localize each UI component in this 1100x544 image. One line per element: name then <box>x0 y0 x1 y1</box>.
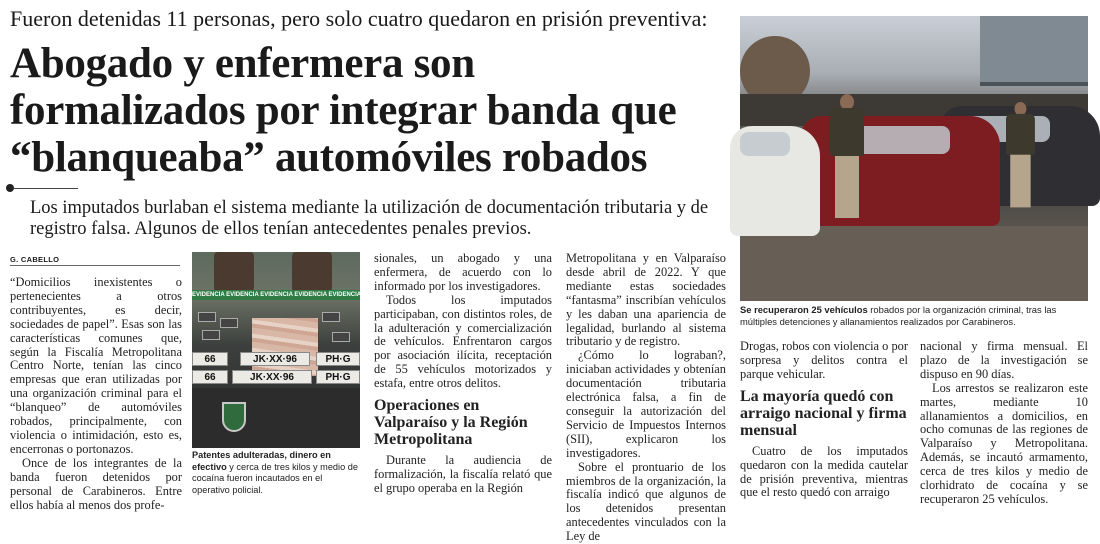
article-kicker: Fueron detenidas 11 personas, pero solo cuatro quedaron en prisión preventiva: <box>10 6 708 31</box>
caption-bold: Se recuperaron 25 vehículos <box>740 304 868 315</box>
white-car <box>730 126 820 236</box>
caption-text: robados por la organización criminal, tras las múltiples detenciones y allanamientos realizados por Carabineros. <box>740 304 1057 327</box>
table-surface <box>192 388 360 448</box>
paragraph: Cuatro de los imputados quedaron con la medida cautelar de prisión preventiva, mientras que el resto quedó con arraigo <box>740 443 908 500</box>
column-4 <box>566 251 726 544</box>
phone-evidence <box>322 312 340 322</box>
phone-evidence <box>332 332 350 342</box>
phone-evidence <box>220 318 238 328</box>
car-window <box>740 132 790 156</box>
license-plate: 66 <box>192 352 228 366</box>
column-6 <box>920 340 1088 516</box>
paragraph: “Domicilios inexistentes o pertenecientes a otros contribuyentes, es decir, sociedades de papel”. Esas son las características comunes que, según la Fiscalía Metropolitana Centro Norte, tenían las cinco empresas que eran utilizadas por una organización criminal para el “blanqueo” de automóviles robados, principalmente, con violencia o intimidación, esto es, encerronas o portonazos. <box>10 275 182 456</box>
caption-bold: Patentes adulteradas, dinero en efectivo <box>192 450 331 472</box>
paragraph: Sobre el prontuario de los miembros de la organización, la fiscalía indicó que algunos de los detenidos presentan antecedentes vinculados con la Ley de <box>566 459 726 544</box>
license-plate: PH·G <box>316 352 360 366</box>
column-5 <box>740 340 908 516</box>
paragraph: Los arrestos se realizaron este martes, mediante 10 allanamientos a domicilios, en ocho comunas de las regiones de Valparaíso y Metropolitana. Además, se incautó armamento, cerca de tres kilos y medio de clorhidrato de cocaína y se recuperaron 25 vehículos. <box>920 380 1088 506</box>
caption-text: y cerca de tres kilos y medio de cocaína fueron incautados en el operativo policial. <box>192 461 358 495</box>
phone-evidence <box>202 330 220 340</box>
ground <box>740 226 1088 301</box>
evidence-banner: EVIDENCIA EVIDENCIA EVIDENCIA EVIDENCIA EVIDENCIA <box>192 292 362 298</box>
column-1 <box>10 276 182 516</box>
paragraph: nacional y firma mensual. El plazo de la investigación se dispuso en 90 días. <box>920 339 1088 381</box>
headline-line: formalizados por integrar banda que <box>10 87 677 134</box>
column-3 <box>374 252 552 516</box>
officer-figure <box>292 252 332 292</box>
photo-caption <box>740 304 1090 328</box>
headline-line: Abogado y enfermera son <box>10 40 475 87</box>
paragraph: Durante la audiencia de formalización, la fiscalía relató que el grupo operaba en la Región <box>374 453 552 495</box>
evidence-photo <box>192 252 360 448</box>
officer-figure <box>214 252 254 292</box>
headline-line: “blanqueaba” automóviles robados <box>10 134 648 181</box>
byline: G. CABELLO <box>10 255 60 264</box>
paragraph: ¿Cómo lo lograban?, iniciaban actividades y obtenían documentación tributaria electrónica falsa, a fin de conseguir la autorización del Servicio de Impuestos Internos (SII), explicaron los investigadores. <box>566 348 726 460</box>
building-roof <box>980 16 1088 86</box>
byline-rule <box>10 265 180 266</box>
article-headline <box>10 40 730 181</box>
paragraph: Metropolitana y en Valparaíso desde abril de 2022. Y que mediante estas sociedades “fantasma” inscribían vehículos y les daban una apariencia de legalidad, burlando al sistema tributario y de registro. <box>566 251 726 349</box>
vehicles-photo <box>740 16 1088 301</box>
photo-caption <box>192 450 360 496</box>
license-plate: 66 <box>192 370 228 384</box>
person-torso <box>830 108 864 156</box>
money-stack <box>252 318 318 376</box>
rule-line <box>14 188 78 189</box>
person-legs <box>835 156 859 218</box>
article-deck: Los imputados burlaban el sistema mediante la utilización de documentación tributaria y de registro falsa. Algunos de ellos tenían antecedentes penales previos. <box>30 198 709 239</box>
license-plate: PH·G <box>316 370 360 384</box>
subheading: Operaciones en Valparaíso y la Región Metropolitana <box>374 397 528 449</box>
paragraph: sionales, un abogado y una enfermera, de acuerdo con lo informado por los investigadores. <box>374 251 552 293</box>
person-legs <box>1010 155 1030 208</box>
paragraph: Todos los imputados participaban, con distintos roles, de la adulteración y comercialización de vehículos. Enfrentaron cargos por asociación ilícita, receptación de 55 vehículos motorizados y estafa, entre otros delitos. <box>374 292 552 391</box>
person-torso <box>1006 114 1035 155</box>
phone-evidence <box>198 312 216 322</box>
police-badge-icon <box>222 402 246 432</box>
license-plate: JK·XX·96 <box>240 352 310 366</box>
license-plate: JK·XX·96 <box>232 370 312 384</box>
paragraph: Once de los integrantes de la banda fueron detenidos por personal de Carabineros. Entre ellos había al menos dos profe- <box>10 455 182 512</box>
rule-dot <box>6 184 14 192</box>
paragraph: Drogas, robos con violencia o por sorpresa y delitos contra el parque vehicular. <box>740 339 908 381</box>
subheading: La mayoría quedó con arraigo nacional y firma mensual <box>740 387 907 439</box>
